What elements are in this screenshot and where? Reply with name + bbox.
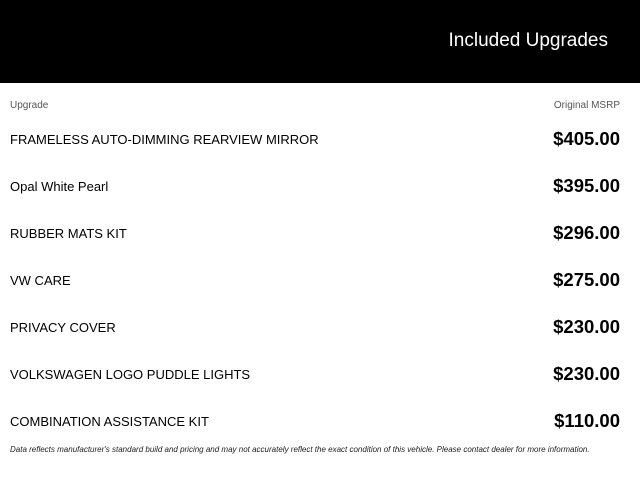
column-headers xyxy=(10,99,620,113)
upgrade-name: RUBBER MATS KIT xyxy=(10,226,127,241)
upgrade-price: $395.00 xyxy=(553,175,620,196)
list-item xyxy=(10,163,620,210)
list-item xyxy=(10,398,620,445)
upgrade-name: VOLKSWAGEN LOGO PUDDLE LIGHTS xyxy=(10,367,251,382)
upgrades-header xyxy=(0,0,640,83)
page-title: Included Upgrades xyxy=(448,30,608,51)
disclaimer-text: Data reflects manufacturer's standard build and pricing and may not accurately reflect the exact condition of this vehicle. Please contact dealer for more information. xyxy=(10,445,590,454)
column-header-msrp: Original MSRP xyxy=(553,100,620,111)
list-item xyxy=(10,210,620,257)
list-item xyxy=(10,116,620,163)
upgrade-price: $275.00 xyxy=(553,269,620,290)
list-item xyxy=(10,257,620,304)
column-header-upgrade: Upgrade xyxy=(10,100,49,111)
upgrade-price: $110.00 xyxy=(554,410,620,431)
list-item xyxy=(10,351,620,398)
upgrade-name: FRAMELESS AUTO-DIMMING REARVIEW MIRROR xyxy=(10,132,319,147)
upgrades-list xyxy=(10,116,620,445)
list-item xyxy=(10,304,620,351)
upgrade-name: VW CARE xyxy=(10,273,71,288)
upgrade-price: $230.00 xyxy=(553,316,620,337)
upgrade-price: $296.00 xyxy=(553,222,620,243)
upgrade-price: $405.00 xyxy=(553,128,620,149)
upgrade-name: PRIVACY COVER xyxy=(10,320,116,335)
upgrade-price: $230.00 xyxy=(553,363,620,384)
upgrade-name: COMBINATION ASSISTANCE KIT xyxy=(10,414,209,429)
upgrade-name: Opal White Pearl xyxy=(10,179,109,194)
